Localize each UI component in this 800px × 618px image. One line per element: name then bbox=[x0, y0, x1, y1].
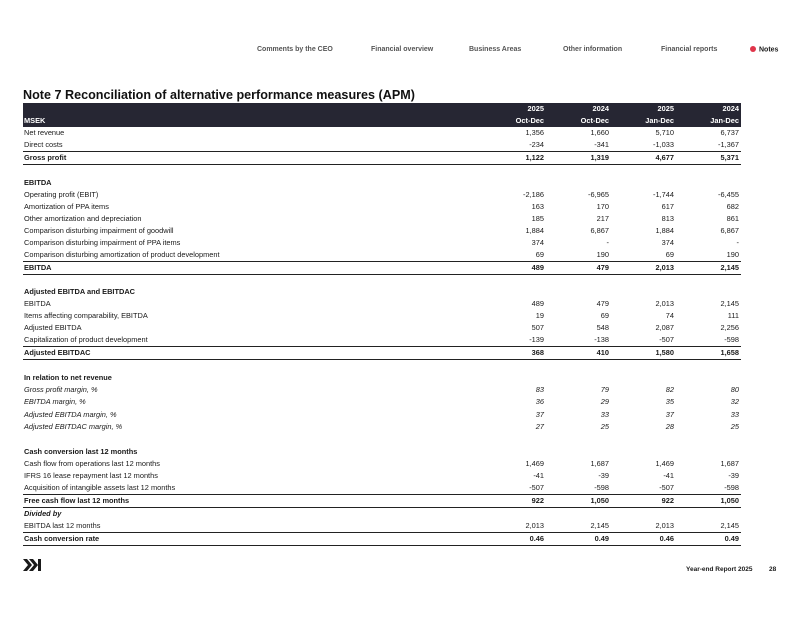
row-value: 25 bbox=[600, 422, 609, 431]
row-value bbox=[481, 434, 546, 446]
header-row-periods bbox=[23, 115, 741, 127]
row-value: 1,687 bbox=[590, 458, 609, 468]
row-value: 2,145 bbox=[720, 299, 739, 308]
row-value: 80 bbox=[730, 384, 739, 394]
row-label: Adjusted EBITDAC bbox=[23, 347, 481, 360]
row-value bbox=[611, 286, 676, 298]
table-row bbox=[23, 249, 741, 262]
row-value bbox=[676, 446, 741, 458]
row-value: 682 bbox=[726, 201, 739, 211]
row-value bbox=[481, 165, 546, 177]
row-value bbox=[546, 165, 611, 177]
row-value bbox=[546, 434, 611, 446]
row-value: 861 bbox=[726, 213, 739, 223]
row-label: Comparison disturbing impairment of goodwill bbox=[24, 225, 174, 235]
row-value: 37 bbox=[535, 409, 544, 419]
row-label: Amortization of PPA items bbox=[24, 201, 109, 211]
row-label bbox=[23, 165, 481, 177]
row-value: 37 bbox=[665, 409, 674, 419]
row-value bbox=[546, 274, 611, 286]
row-value bbox=[676, 360, 741, 372]
row-value bbox=[546, 446, 611, 458]
row-value: 1,356 bbox=[525, 128, 544, 137]
row-value: 190 bbox=[596, 249, 609, 259]
header-cell: Oct-Dec bbox=[546, 115, 611, 127]
row-value: -6,455 bbox=[718, 189, 739, 199]
row-value: 1,658 bbox=[676, 347, 741, 360]
row-value: -1,367 bbox=[718, 140, 739, 149]
row-label: Acquisition of intangible assets last 12 months bbox=[24, 482, 176, 492]
row-value: -507 bbox=[529, 482, 544, 492]
row-value: 4,677 bbox=[611, 152, 676, 165]
row-value bbox=[481, 446, 546, 458]
row-value: 36 bbox=[535, 397, 544, 406]
row-value bbox=[611, 177, 676, 189]
table-row bbox=[23, 165, 741, 177]
row-value bbox=[676, 372, 741, 384]
row-label: Cash flow from operations last 12 months bbox=[24, 458, 160, 468]
row-label: Adjusted EBITDA and EBITDAC bbox=[24, 287, 135, 296]
row-label: In relation to net revenue bbox=[24, 372, 112, 382]
row-value: 1,660 bbox=[590, 128, 609, 137]
row-label: Comparison disturbing amortization of product development bbox=[24, 249, 220, 259]
row-value bbox=[611, 274, 676, 286]
row-label: Free cash flow last 12 months bbox=[23, 494, 481, 507]
row-value: 2,256 bbox=[720, 323, 739, 332]
table-row bbox=[23, 274, 741, 286]
row-value: 83 bbox=[535, 384, 544, 394]
row-value bbox=[481, 274, 546, 286]
row-value: -598 bbox=[594, 482, 609, 492]
table-row bbox=[23, 360, 741, 372]
row-value: 617 bbox=[661, 201, 674, 211]
row-label: Other amortization and depreciation bbox=[24, 213, 142, 223]
row-value: 1,580 bbox=[611, 347, 676, 360]
row-value bbox=[611, 446, 676, 458]
row-value: 548 bbox=[596, 323, 609, 332]
row-value: -41 bbox=[533, 470, 544, 480]
row-value bbox=[546, 177, 611, 189]
row-value: 922 bbox=[481, 494, 546, 507]
row-label: IFRS 16 lease repayment last 12 months bbox=[24, 470, 158, 480]
header-cell-unit: MSEK bbox=[23, 115, 481, 127]
row-label: Adjusted EBITDA margin, % bbox=[24, 409, 117, 419]
row-value bbox=[611, 507, 676, 520]
row-value: 185 bbox=[531, 213, 544, 223]
row-value: 74 bbox=[665, 311, 674, 320]
table-row bbox=[23, 396, 741, 409]
row-value bbox=[481, 372, 546, 384]
row-value: -138 bbox=[594, 335, 609, 344]
table-total-row bbox=[23, 494, 741, 507]
row-value bbox=[481, 177, 546, 189]
row-label: Cash conversion rate bbox=[23, 532, 481, 545]
header-cell: 2025 bbox=[611, 103, 676, 115]
header-cell: 2024 bbox=[546, 103, 611, 115]
row-value: 33 bbox=[600, 409, 609, 419]
row-value bbox=[481, 507, 546, 520]
table-section-row bbox=[23, 286, 741, 298]
row-value: 2,013 bbox=[525, 520, 544, 530]
row-value: 79 bbox=[600, 384, 609, 394]
row-value: -1,744 bbox=[653, 189, 674, 199]
header-cell: 2024 bbox=[676, 103, 741, 115]
header-cell: Jan-Dec bbox=[676, 115, 741, 127]
row-value: 69 bbox=[665, 249, 674, 259]
row-value: 0.49 bbox=[676, 532, 741, 545]
table-row bbox=[23, 409, 741, 422]
row-value bbox=[611, 360, 676, 372]
row-value bbox=[546, 286, 611, 298]
row-value: 1,469 bbox=[525, 458, 544, 468]
table-row bbox=[23, 201, 741, 213]
table-total-row bbox=[23, 261, 741, 274]
row-value: 190 bbox=[726, 249, 739, 259]
row-value: -507 bbox=[659, 482, 674, 492]
chevron-logo-icon bbox=[23, 559, 43, 571]
nav-financial-overview[interactable]: Financial overview bbox=[371, 46, 434, 53]
row-value: -341 bbox=[594, 140, 609, 149]
row-value: 2,145 bbox=[720, 520, 739, 530]
table-total-row bbox=[23, 347, 741, 360]
row-value: -139 bbox=[529, 335, 544, 344]
nav-notes-label: Notes bbox=[759, 46, 779, 54]
table-row bbox=[23, 322, 741, 334]
row-value: 479 bbox=[546, 261, 611, 274]
row-value: 2,145 bbox=[590, 520, 609, 530]
table-row bbox=[23, 458, 741, 470]
row-value: 69 bbox=[600, 311, 609, 320]
active-dot-icon bbox=[750, 46, 756, 52]
row-label: EBITDA last 12 months bbox=[24, 520, 101, 530]
row-value: 410 bbox=[546, 347, 611, 360]
row-value: 1,884 bbox=[655, 225, 674, 235]
row-value: 507 bbox=[531, 323, 544, 332]
row-value: 69 bbox=[535, 249, 544, 259]
row-value: 1,050 bbox=[546, 494, 611, 507]
row-value bbox=[676, 274, 741, 286]
row-label: Gross profit bbox=[23, 152, 481, 165]
row-value: 25 bbox=[730, 422, 739, 431]
row-label bbox=[23, 434, 481, 446]
header-cell bbox=[23, 103, 481, 115]
row-value: 489 bbox=[481, 261, 546, 274]
nav-comments-by-ceo[interactable]: Comments by the CEO bbox=[257, 46, 333, 53]
table-section-row bbox=[23, 446, 741, 458]
row-value: 0.46 bbox=[481, 532, 546, 545]
row-value: 0.49 bbox=[546, 532, 611, 545]
row-value bbox=[676, 507, 741, 520]
row-label: Capitalization of product development bbox=[24, 335, 148, 344]
row-value: -234 bbox=[529, 140, 544, 149]
row-value: 1,319 bbox=[546, 152, 611, 165]
page-title: Note 7 Reconciliation of alternative performance measures (APM) bbox=[23, 88, 415, 102]
row-label: EBITDA bbox=[23, 261, 481, 274]
table-row bbox=[23, 507, 741, 520]
row-value: 32 bbox=[730, 397, 739, 406]
table-row bbox=[23, 520, 741, 533]
row-value: 2,013 bbox=[655, 299, 674, 308]
row-value: 19 bbox=[535, 311, 544, 320]
table-row bbox=[23, 421, 741, 434]
row-value: 111 bbox=[727, 311, 739, 320]
row-value: 2,087 bbox=[655, 323, 674, 332]
row-value: - bbox=[736, 237, 739, 247]
row-value: 163 bbox=[531, 201, 544, 211]
row-value: -39 bbox=[728, 470, 739, 480]
row-value: 6,867 bbox=[720, 225, 739, 235]
row-value: 1,884 bbox=[525, 225, 544, 235]
table-row bbox=[23, 482, 741, 495]
row-value: 0.46 bbox=[611, 532, 676, 545]
table-row bbox=[23, 334, 741, 347]
row-label: Direct costs bbox=[24, 140, 63, 149]
apm-reconciliation-table bbox=[23, 103, 741, 546]
row-value bbox=[676, 434, 741, 446]
table-total-row bbox=[23, 532, 741, 545]
table-row bbox=[23, 384, 741, 397]
top-navigation bbox=[0, 46, 800, 60]
row-value: -41 bbox=[663, 470, 674, 480]
table-section-row bbox=[23, 372, 741, 384]
row-value: -6,965 bbox=[588, 189, 609, 199]
row-value: 1,687 bbox=[720, 458, 739, 468]
table-row bbox=[23, 310, 741, 322]
nav-business-areas[interactable]: Business Areas bbox=[469, 46, 522, 53]
row-value: 2,013 bbox=[611, 261, 676, 274]
row-value: -598 bbox=[724, 335, 739, 344]
row-value bbox=[481, 360, 546, 372]
table-row bbox=[23, 127, 741, 139]
row-value bbox=[676, 165, 741, 177]
header-cell: Jan-Dec bbox=[611, 115, 676, 127]
row-value: 29 bbox=[600, 397, 609, 406]
row-value: 217 bbox=[596, 213, 609, 223]
row-value: -598 bbox=[724, 482, 739, 492]
table-row bbox=[23, 434, 741, 446]
row-value: 489 bbox=[531, 299, 544, 308]
row-value: 1,122 bbox=[481, 152, 546, 165]
row-value: 33 bbox=[730, 409, 739, 419]
row-label: EBITDA margin, % bbox=[24, 397, 86, 406]
row-value: 479 bbox=[596, 299, 609, 308]
row-label: EBITDA bbox=[24, 299, 51, 308]
row-value: 82 bbox=[665, 384, 674, 394]
row-label: Comparison disturbing impairment of PPA items bbox=[24, 237, 181, 247]
table-row bbox=[23, 189, 741, 201]
row-label bbox=[23, 274, 481, 286]
row-value: 27 bbox=[535, 422, 544, 431]
row-label bbox=[23, 360, 481, 372]
row-value: 374 bbox=[531, 237, 544, 247]
row-value: - bbox=[606, 237, 609, 247]
footer-page-number: 28 bbox=[769, 566, 777, 573]
row-label: Net revenue bbox=[24, 128, 65, 137]
row-value bbox=[546, 372, 611, 384]
row-value: 1,050 bbox=[676, 494, 741, 507]
row-value: 6,737 bbox=[720, 128, 739, 137]
nav-notes[interactable] bbox=[750, 46, 778, 54]
row-value: 5,371 bbox=[676, 152, 741, 165]
row-value: 6,867 bbox=[590, 225, 609, 235]
row-value bbox=[481, 286, 546, 298]
row-label: Divided by bbox=[24, 508, 62, 518]
row-label: Items affecting comparability, EBITDA bbox=[24, 311, 148, 320]
table-row bbox=[23, 213, 741, 225]
header-cell: 2025 bbox=[481, 103, 546, 115]
row-value bbox=[611, 165, 676, 177]
row-value: -507 bbox=[659, 335, 674, 344]
row-value: 170 bbox=[596, 201, 609, 211]
row-value: 2,013 bbox=[655, 520, 674, 530]
row-value bbox=[611, 372, 676, 384]
row-value: 1,469 bbox=[655, 458, 674, 468]
row-value: -39 bbox=[598, 470, 609, 480]
row-value: 5,710 bbox=[655, 128, 674, 137]
row-value bbox=[546, 507, 611, 520]
table-row bbox=[23, 298, 741, 310]
table-row bbox=[23, 139, 741, 152]
row-value: 35 bbox=[665, 397, 674, 406]
row-label: Cash conversion last 12 months bbox=[24, 446, 138, 456]
table-total-row bbox=[23, 152, 741, 165]
nav-other-information[interactable]: Other information bbox=[563, 46, 623, 53]
header-cell: Oct-Dec bbox=[481, 115, 546, 127]
header-row-years bbox=[23, 103, 741, 115]
nav-financial-reports[interactable]: Financial reports bbox=[661, 46, 718, 53]
table-row bbox=[23, 470, 741, 482]
row-value bbox=[676, 177, 741, 189]
row-value bbox=[676, 286, 741, 298]
row-value: -2,186 bbox=[523, 189, 544, 199]
row-label: Operating profit (EBIT) bbox=[24, 189, 99, 199]
row-label: Adjusted EBITDA bbox=[24, 323, 82, 332]
row-label: Gross profit margin, % bbox=[24, 384, 98, 394]
table-section-row bbox=[23, 177, 741, 189]
row-label: Adjusted EBITDAC margin, % bbox=[24, 422, 123, 431]
row-value: 813 bbox=[661, 213, 674, 223]
table-row bbox=[23, 237, 741, 249]
row-value: 368 bbox=[481, 347, 546, 360]
row-value bbox=[546, 360, 611, 372]
footer-report-name: Year-end Report 2025 bbox=[686, 566, 753, 573]
table-row bbox=[23, 225, 741, 237]
row-value: 2,145 bbox=[676, 261, 741, 274]
row-value bbox=[611, 434, 676, 446]
row-value: -1,033 bbox=[653, 140, 674, 149]
row-label: EBITDA bbox=[24, 177, 52, 187]
row-value: 28 bbox=[665, 422, 674, 431]
row-value: 922 bbox=[611, 494, 676, 507]
row-value: 374 bbox=[661, 237, 674, 247]
